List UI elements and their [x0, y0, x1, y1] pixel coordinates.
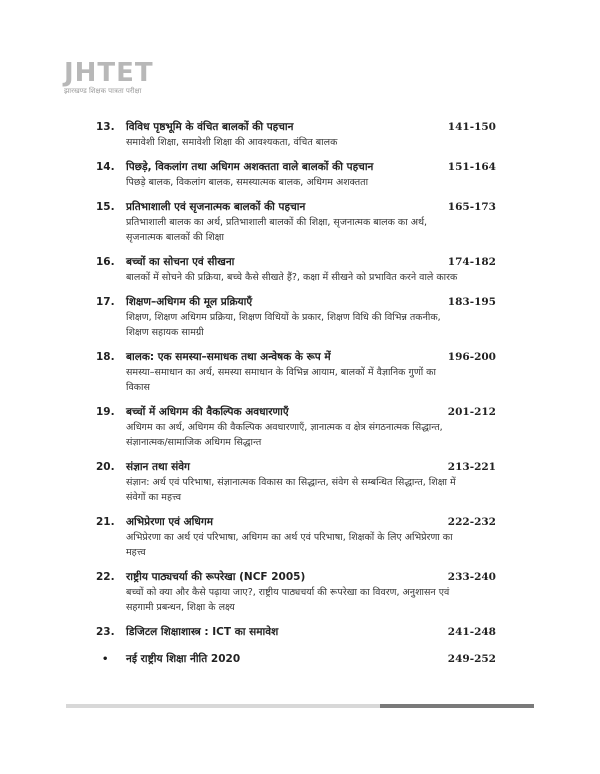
entry-description: शिक्षण, शिक्षण अधिगम प्रक्रिया, शिक्षण विधियों के प्रकार, शिक्षण विधि की विभिन्न तकनीक, शिक्षण सहायक सामग्री — [126, 312, 441, 338]
entry-number: 13. — [96, 121, 115, 133]
entry-title: बच्चों में अधिगम की वैकल्पिक अवधारणाएँ — [126, 406, 289, 418]
toc-entry[interactable] — [96, 515, 496, 560]
toc-entry[interactable] — [96, 350, 496, 395]
entry-pages: 213-221 — [447, 461, 496, 473]
entry-description: अधिगम का अर्थ, अधिगम की वैकल्पिक अवधारणाएँ, ज्ञानात्मक व क्षेत्र संगठनात्मक सिद्धान्त, संज्ञानात्मक/सामाजिक अधिगम सिद्धान्त — [126, 422, 443, 448]
entry-number: 22. — [96, 571, 115, 583]
toc-entry[interactable] — [96, 652, 496, 667]
toc-entry[interactable] — [96, 160, 496, 190]
entry-number: 16. — [96, 256, 115, 268]
entry-title: डिजिटल शिक्षाशास्त्र : ICT का समावेश — [126, 626, 279, 638]
entry-title: नई राष्ट्रीय शिक्षा नीति 2020 — [126, 653, 241, 665]
entry-description: प्रतिभाशाली बालक का अर्थ, प्रतिभाशाली बालकों की शिक्षा, सृजनात्मक बालक का अर्थ, सृजनात्मक बालकों की शिक्षा — [126, 217, 428, 243]
entry-description: समावेशी शिक्षा, समावेशी शिक्षा की आवश्यकता, वंचित बालक — [126, 137, 338, 148]
toc-entry[interactable] — [96, 625, 496, 640]
entry-description: बच्चों को क्या और कैसे पढ़ाया जाए?, राष्ट्रीय पाठ्यचर्या की रूपरेखा का विवरण, अनुशासन एवं सहगामी प्रबन्धन, शिक्षा के लक्ष्य — [126, 587, 450, 613]
toc-entry[interactable] — [96, 460, 496, 505]
bullet-icon: • — [102, 654, 109, 665]
entry-pages: 196-200 — [447, 351, 496, 363]
entry-number: 20. — [96, 461, 115, 473]
entry-title: शिक्षण–अधिगम की मूल प्रक्रियाएँ — [126, 296, 253, 308]
entry-pages: 233-240 — [447, 571, 496, 583]
entry-description: समस्या–समाधान का अर्थ, समस्या समाधान के विभिन्न आयाम, बालकों में वैज्ञानिक गुणों का विकास — [126, 367, 436, 393]
entry-pages: 174-182 — [447, 256, 496, 268]
entry-title: विविध पृष्ठभूमि के वंचित बालकों की पहचान — [126, 121, 294, 133]
table-of-contents — [96, 120, 496, 667]
entry-title: प्रतिभाशाली एवं सृजनात्मक बालकों की पहचान — [126, 201, 306, 213]
entry-pages: 222-232 — [447, 516, 496, 528]
entry-number: 18. — [96, 351, 115, 363]
toc-entry[interactable] — [96, 120, 496, 150]
entry-description: बालकों में सोचने की प्रक्रिया, बच्चे कैसे सीखते हैं?, कक्षा में सीखने को प्रभावित करने वाले कारक — [126, 272, 458, 283]
entry-pages: 141-150 — [447, 121, 496, 133]
entry-title: अभिप्रेरणा एवं अधिगम — [126, 516, 214, 528]
entry-title: संज्ञान तथा संवेग — [126, 461, 190, 473]
entry-pages: 165-173 — [447, 201, 496, 213]
logo — [64, 60, 154, 96]
entry-number: 15. — [96, 201, 115, 213]
toc-entry[interactable] — [96, 570, 496, 615]
footer-divider-accent — [380, 704, 534, 708]
entry-number: 23. — [96, 626, 115, 638]
entry-number: 21. — [96, 516, 115, 528]
entry-number: 17. — [96, 296, 115, 308]
entry-description: पिछड़े बालक, विकलांग बालक, समस्यात्मक बालक, अधिगम अशक्तता — [126, 177, 369, 188]
entry-pages: 151-164 — [447, 161, 496, 173]
toc-entry[interactable] — [96, 405, 496, 450]
entry-description: अभिप्रेरणा का अर्थ एवं परिभाषा, अधिगम का अर्थ एवं परिभाषा, शिक्षकों के लिए अभिप्रेरणा का महत्त्व — [126, 532, 453, 558]
entry-pages: 241-248 — [447, 626, 496, 638]
entry-number: 19. — [96, 406, 115, 418]
entry-pages: 249-252 — [447, 653, 496, 665]
logo-text: JHTET — [64, 58, 154, 88]
entry-title: बालक: एक समस्या–समाधक तथा अन्वेषक के रूप में — [126, 351, 331, 363]
entry-title: पिछड़े, विकलांग तथा अधिगम अशक्तता वाले बालकों की पहचान — [126, 161, 374, 173]
entry-title: राष्ट्रीय पाठ्यचर्या की रूपरेखा (NCF 2005) — [126, 571, 306, 583]
entry-title: बच्चों का सोचना एवं सीखना — [126, 256, 235, 268]
toc-entry[interactable] — [96, 200, 496, 245]
entry-number: 14. — [96, 161, 115, 173]
toc-entry[interactable] — [96, 295, 496, 340]
logo-subtitle: झारखण्ड शिक्षक पात्रता परीक्षा — [64, 87, 142, 95]
toc-entry[interactable] — [96, 255, 496, 285]
entry-pages: 201-212 — [447, 406, 496, 418]
entry-pages: 183-195 — [447, 296, 496, 308]
entry-description: संज्ञान: अर्थ एवं परिभाषा, संज्ञानात्मक विकास का सिद्धान्त, संवेग से सम्बन्धित सिद्धान्त, शिक्षा में संवेगों का महत्त्व — [126, 477, 456, 503]
